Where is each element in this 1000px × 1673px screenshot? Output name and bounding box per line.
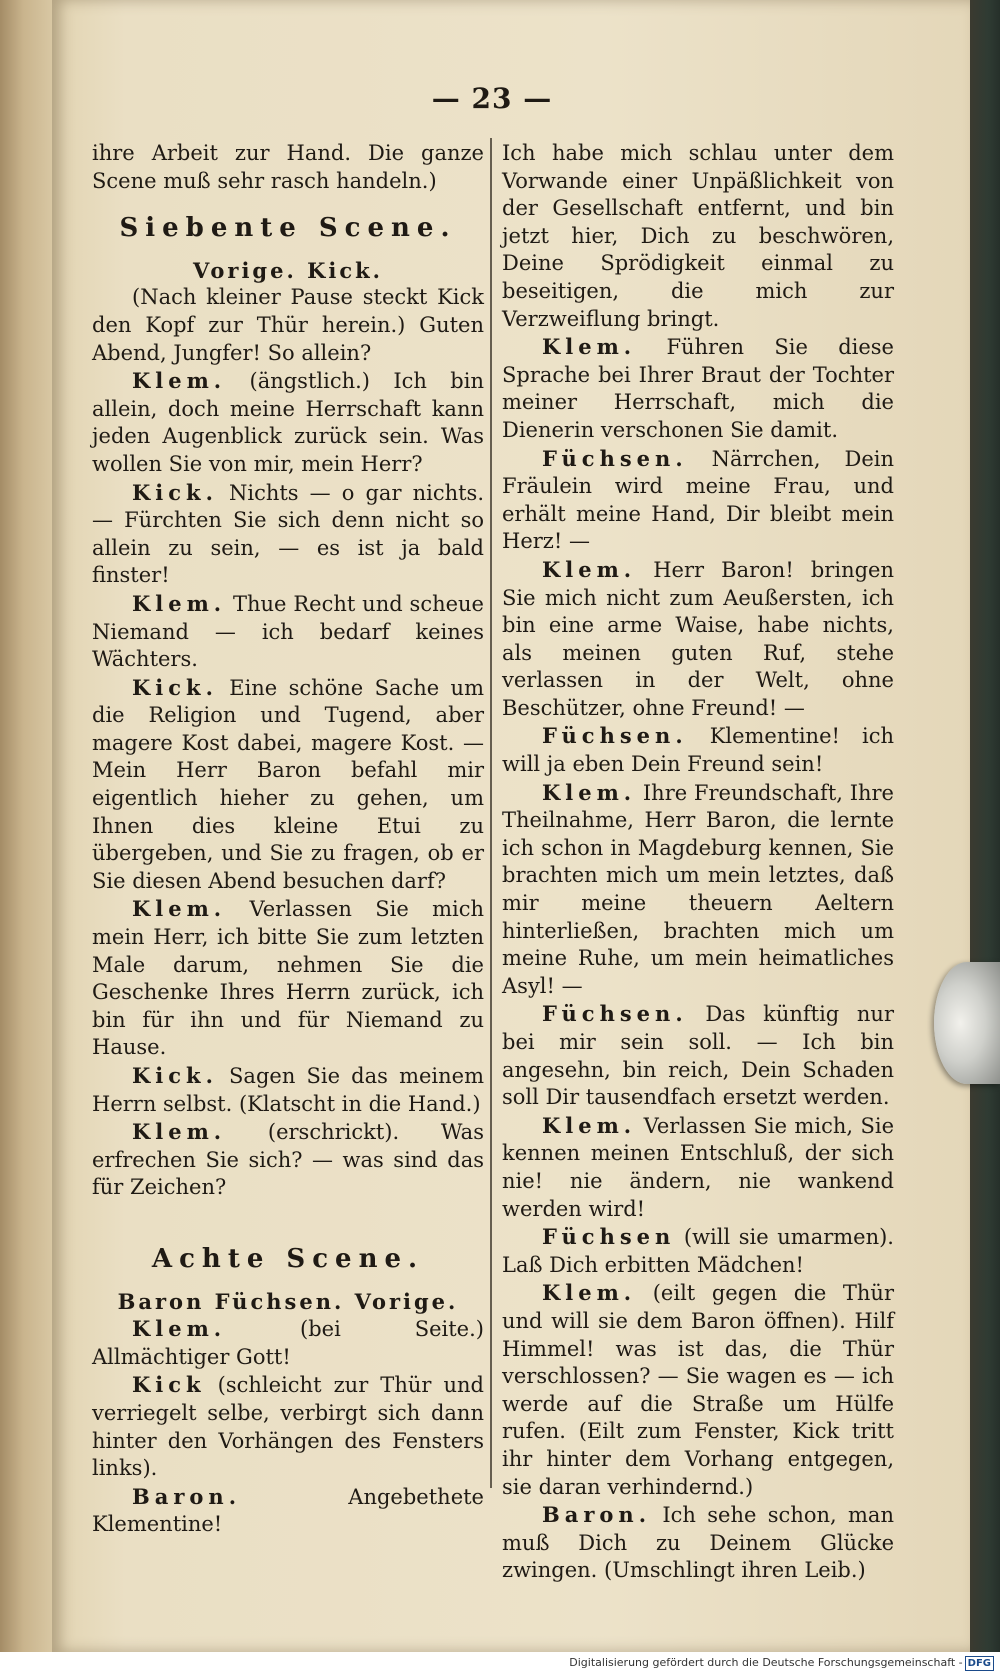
stage-direction: (Nach kleiner Pause steckt Kick den Kopf zur Thür herein.) Guten Abend, Jungfer! So allein?: [92, 285, 484, 365]
dfg-logo: DFG: [965, 1656, 994, 1671]
dialogue-line: Klem. (ängstlich.) Ich bin allein, doch meine Herrschaft kann jeden Augenblick zurück sein. Was wollen Sie von mir, mein Herr?: [92, 368, 484, 476]
dialogue-line: Kick. Eine schöne Sache um die Religion und Tugend, aber magere Kost dabei, magere Kost. — Mein Herr Baron befahl mir eigentlich hieher zu gehen, um Ihnen dies kleine Etui zu übergeben, und Sie zu fragen, ob er Sie diesen Abend besuchen darf?: [92, 674, 484, 893]
dialogue-line: Kick. Nichts — o gar nichts. — Fürchten Sie sich denn nicht so allein zu sein, — es ist ja bald finster!: [92, 479, 484, 588]
dialogue-line: Klem. Herr Baron! bringen Sie mich nicht zum Aeußersten, ich bin eine arme Waise, habe nichts, als meinen guten Ruf, stehe verlassen in der Welt, ohne Beschützer, ohne Freund! —: [502, 556, 894, 720]
left-column: [92, 140, 484, 1539]
dialogue-line: Füchsen. Klementine! ich will ja eben Dein Freund sein!: [502, 723, 894, 777]
digitization-footer: [0, 1652, 1000, 1673]
dialogue-line: Füchsen (will sie umarmen). Laß Dich erbitten Mädchen!: [502, 1224, 894, 1277]
dialogue-line: Füchsen. Das künftig nur bei mir sein soll. — Ich bin angesehn, bin reich, Dein Schaden soll Dir tausendfach ersetzt werden.: [502, 1001, 894, 1110]
column-divider: [490, 138, 492, 1488]
cast-list-7: Vorige. Kick.: [193, 257, 383, 283]
right-column: [502, 140, 894, 1585]
page-clip: [934, 962, 1000, 1084]
book-spine-left: [0, 0, 52, 1652]
dialogue-line: Kick (schleicht zur Thür und verriegelt selbe, verbirgt sich dann hinter den Vorhängen des Fensters links).: [92, 1372, 484, 1481]
page-number: — 23 —: [431, 82, 553, 115]
footer-credit: Digitalisierung gefördert durch die Deutsche Forschungsgemeinschaft -: [569, 1656, 963, 1669]
dialogue-line: Klem. Führen Sie diese Sprache bei Ihrer Braut der Tochter meiner Herrschaft, mich die Dienerin verschonen Sie damit.: [502, 334, 894, 442]
right-intro: Ich habe mich schlau unter dem Vorwande einer Unpäßlichkeit von der Gesellschaft entfernt, und bin jetzt hier, Dich zu beschwören, Deine Sprödigkeit einmal zu beseitigen, die mich zur Verzweiflung bringt.: [502, 141, 894, 331]
dialogue-line: Klem. (erschrickt). Was erfrechen Sie sich? — was sind das für Zeichen?: [92, 1119, 484, 1200]
dialogue-line: Baron. Ich sehe schon, man muß Dich zu Deinem Glücke zwingen. (Umschlingt ihren Leib.): [502, 1502, 894, 1583]
dialogue-line: Klem. Verlassen Sie mich mein Herr, ich bitte Sie zum letzten Male darum, nehmen Sie die Geschenke Ihres Herrn zurück, ich bin für ihn und für Niemand zu Hause.: [92, 896, 484, 1060]
dialogue-line: Klem. Thue Recht und scheue Niemand — ich bedarf keines Wächters.: [92, 590, 484, 672]
scene-heading-7: Siebente Scene.: [119, 213, 457, 244]
left-intro: ihre Arbeit zur Hand. Die ganze Scene muß sehr rasch handeln.): [92, 141, 484, 193]
dialogue-line: Klem. Ihre Freundschaft, Ihre Theilnahme, Herr Baron, die lernte ich schon in Magdeburg kennen, Sie brachten mich um mein letztes, daß mir meine theuern Aeltern hinterließen, brachten mich um meine Ruhe, um mein heimatliches Asyl! —: [502, 779, 894, 998]
book-edge-right: [970, 0, 1000, 1652]
scene-heading-8: Achte Scene.: [151, 1243, 425, 1274]
dialogue-line: Klem. (bei Seite.) Allmächtiger Gott!: [92, 1316, 484, 1369]
dialogue-line: Klem. (eilt gegen die Thür und will sie dem Baron öffnen). Hilf Himmel! was ist das, die Thür verschlossen? — Sie wagen es — ich werde auf die Straße um Hülfe rufen. (Eilt zum Fenster, Kick tritt ihr hinter dem Vorhang entgegen, sie daran verhindernd.): [502, 1280, 894, 1499]
dialogue-line: Baron. Angebethete Klementine!: [92, 1483, 484, 1537]
dialogue-line: Füchsen. Närrchen, Dein Fräulein wird meine Frau, und erhält meine Hand, Dir bleibt mein Herz! —: [502, 445, 894, 554]
cast-list-8: Baron Füchsen. Vorige.: [117, 1288, 459, 1314]
dialogue-line: Kick. Sagen Sie das meinem Herrn selbst. (Klatscht in die Hand.): [92, 1063, 484, 1116]
dialogue-line: Klem. Verlassen Sie mich, Sie kennen meinen Entschluß, der sich nie! nie ändern, nie wankend werden wird!: [502, 1112, 894, 1221]
